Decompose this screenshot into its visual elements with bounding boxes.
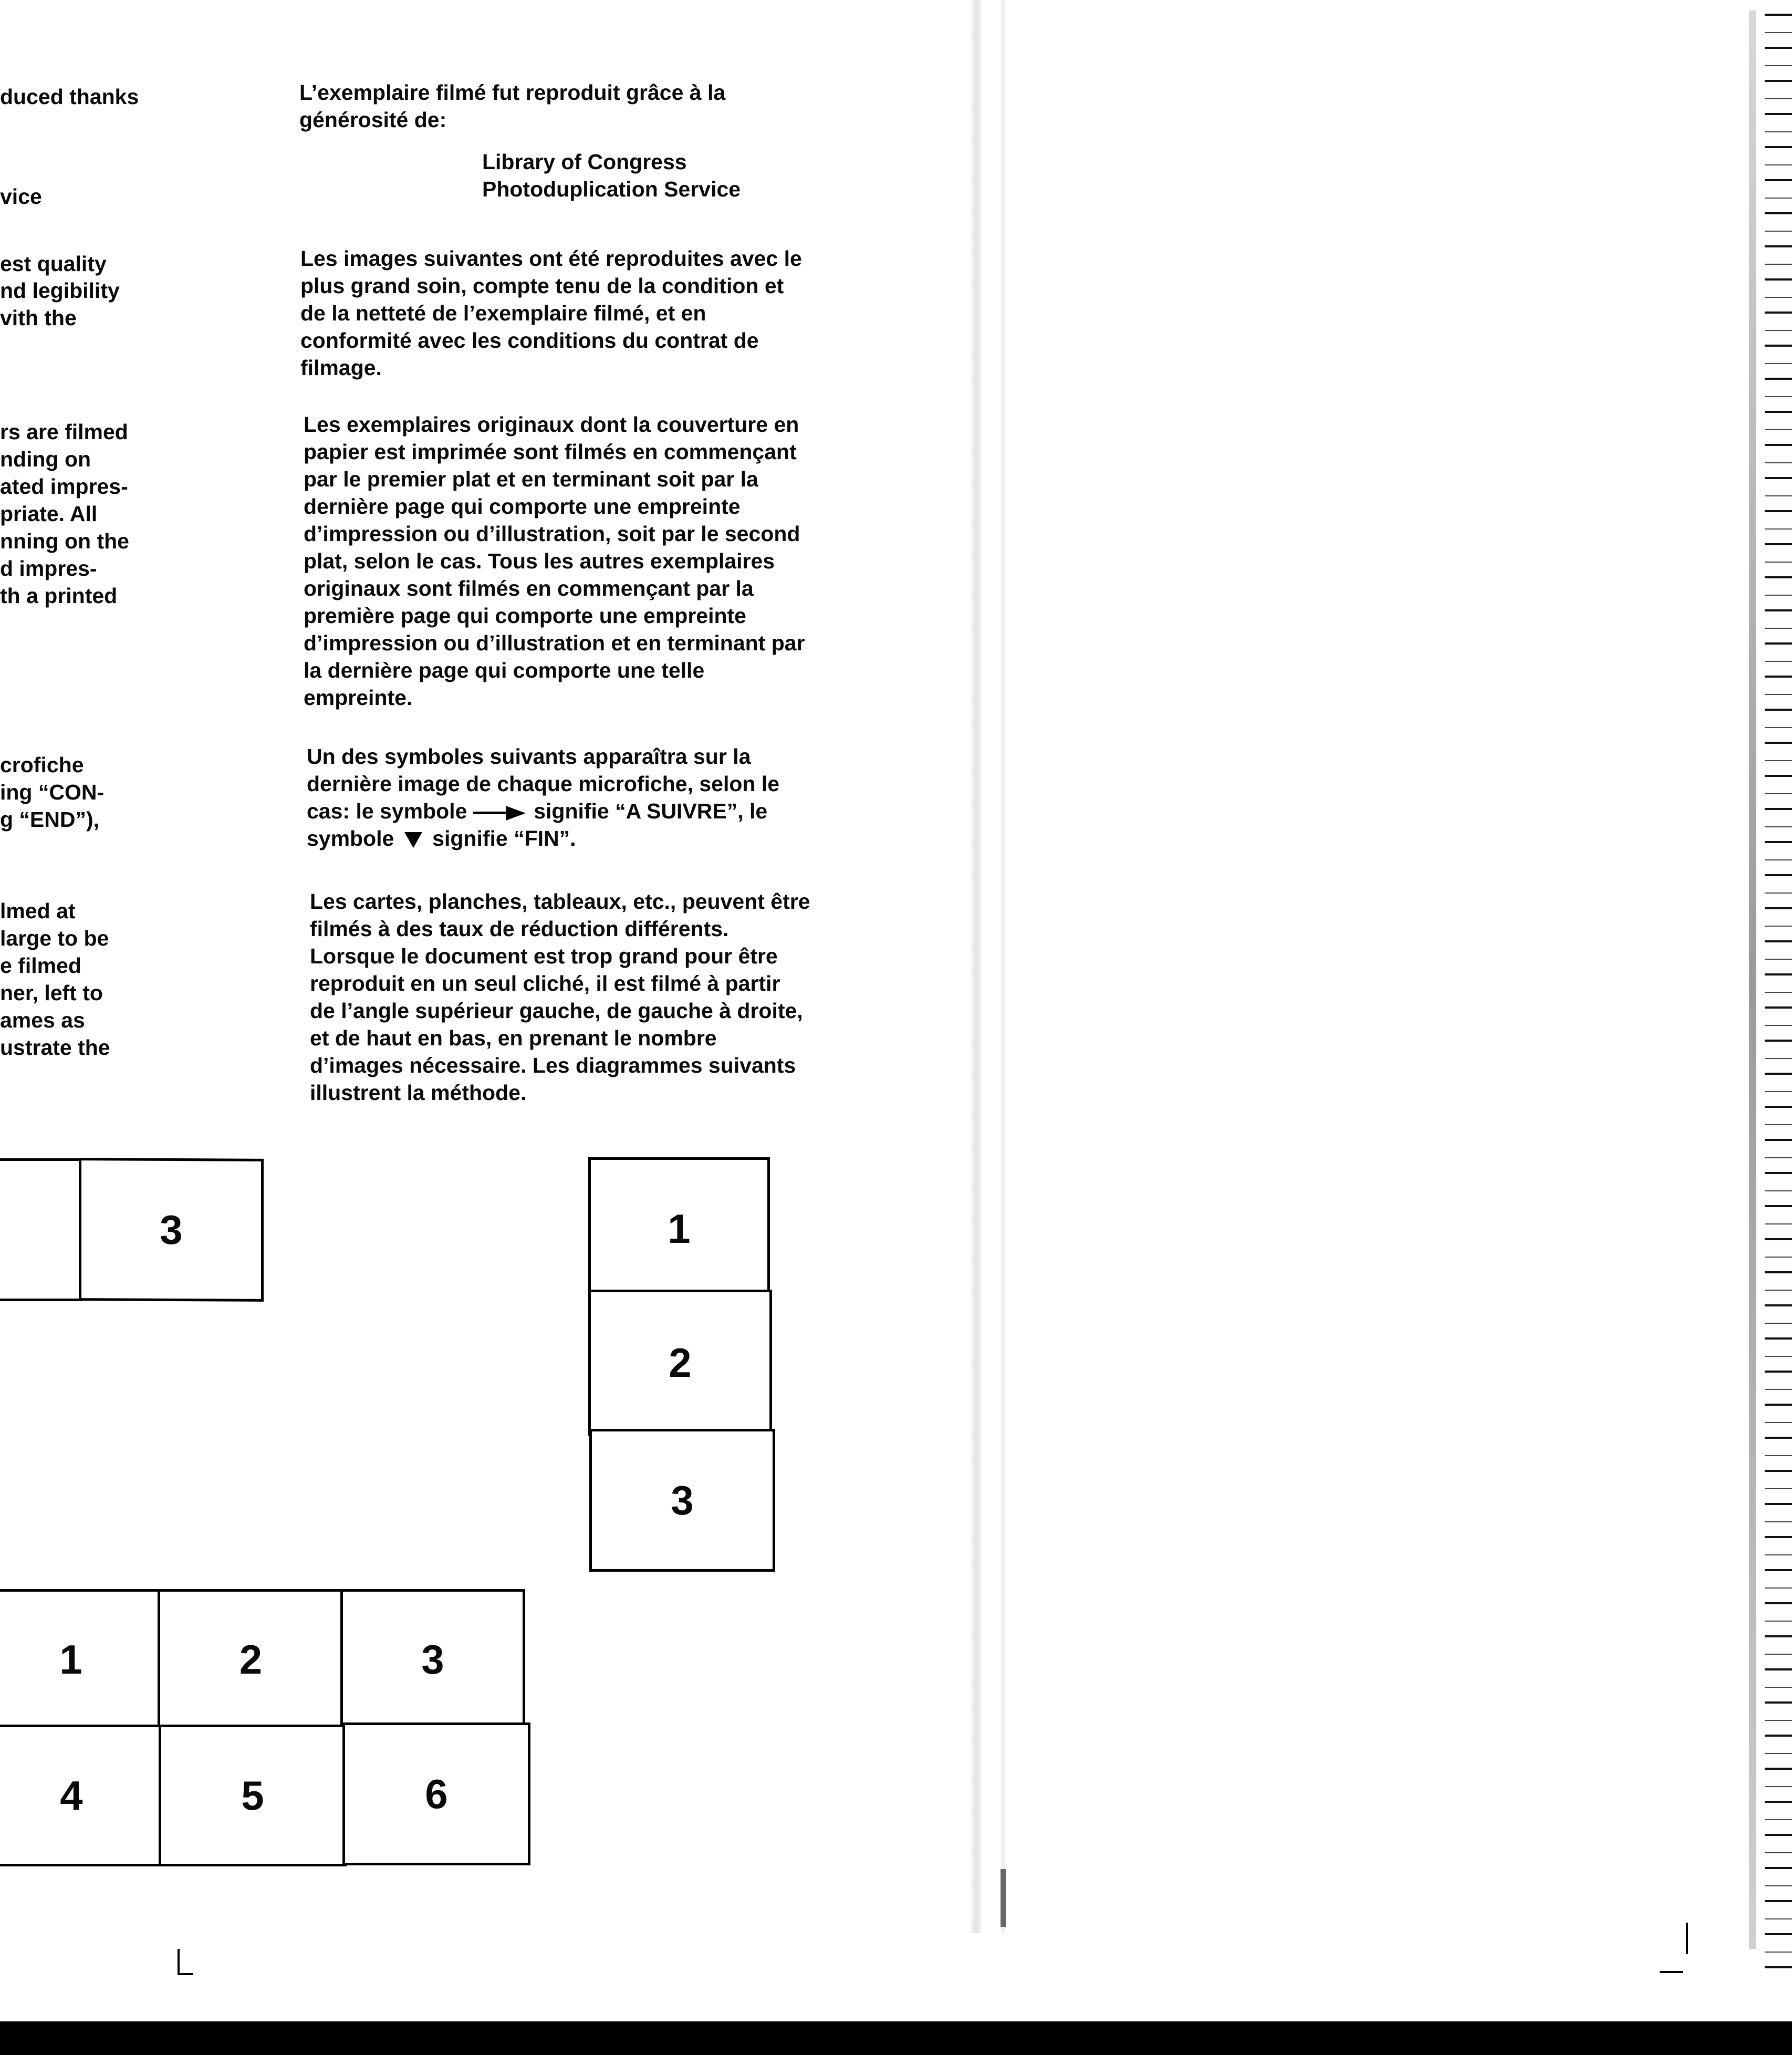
- symbol-text-before-arrow: cas: le symbole: [307, 799, 467, 823]
- left-fragment: est quality: [0, 252, 107, 276]
- diagram-cell: 1: [588, 1157, 770, 1300]
- left-fragment: nding on: [0, 447, 91, 471]
- paragraph-line: d’impression ou d’illustration et en terminant par: [304, 631, 805, 655]
- paragraph-line: dernière page qui comporte une empreinte: [304, 494, 741, 518]
- paragraph-line: la dernière page qui comporte une telle: [304, 658, 705, 682]
- paragraph-line: [307, 825, 576, 852]
- left-fragment: vice: [0, 184, 42, 209]
- symbol-text-after-triangle: signifie “FIN”.: [432, 826, 576, 850]
- corner-mark: [178, 1973, 193, 1975]
- left-fragment: ated impres-: [0, 474, 128, 499]
- paragraph-line: dernière image de chaque microfiche, selon le: [307, 772, 780, 796]
- diagram-cell: 4: [0, 1725, 164, 1866]
- paragraph-line: Les cartes, planches, tableaux, etc., peuvent être: [310, 889, 810, 914]
- paragraph-line: Lorsque le document est trop grand pour être: [310, 944, 778, 968]
- diagram-cell: 2: [588, 1290, 772, 1436]
- paragraph-line: de l’angle supérieur gauche, de gauche à droite,: [310, 999, 803, 1023]
- right-edge-noise: [1765, 0, 1792, 1980]
- paragraph-line: reproduit en un seul cliché, il est filmé à partir: [310, 971, 780, 995]
- diagram-cell: 5: [159, 1725, 347, 1866]
- intro-line: générosité de:: [299, 108, 447, 132]
- corner-mark: [178, 1949, 180, 1974]
- left-fragment: lmed at: [0, 899, 76, 923]
- diagram-cell: 2: [158, 1589, 344, 1730]
- symbol-text-before-triangle: symbole: [307, 826, 394, 850]
- left-fragment: ames as: [0, 1008, 85, 1032]
- diagram-cell: [0, 1158, 83, 1301]
- left-fragment: duced thanks: [0, 85, 139, 109]
- diagram-cell: 1: [0, 1589, 163, 1730]
- paragraph-line: Les exemplaires originaux dont la couverture en: [304, 412, 799, 437]
- left-fragment: large to be: [0, 926, 109, 950]
- corner-mark: [1686, 1923, 1688, 1954]
- left-fragment: vith the: [0, 306, 77, 330]
- paragraph-line: d’images nécessaire. Les diagrammes suivants: [310, 1053, 796, 1077]
- paragraph-line: filmés à des taux de réduction différents.: [310, 917, 729, 941]
- paragraph-line: d’impression ou d’illustration, soit par le second: [304, 522, 800, 546]
- paragraph-line: illustrent la méthode.: [310, 1081, 527, 1105]
- left-fragment: priate. All: [0, 502, 98, 526]
- symbol-text-after-arrow: signifie “A SUIVRE”, le: [534, 799, 768, 823]
- left-fragment: ing “CON-: [0, 780, 105, 804]
- paragraph-line: par le premier plat et en terminant soit par la: [304, 467, 758, 491]
- diagram-cell: 3: [340, 1589, 525, 1730]
- page-fold-line: [1001, 0, 1005, 1933]
- fold-mark: [1001, 1869, 1006, 1927]
- paragraph-line: [307, 797, 767, 825]
- paragraph-line: papier est imprimée sont filmés en commençant: [304, 440, 797, 464]
- paragraph-line: conformité avec les conditions du contrat de: [300, 328, 759, 352]
- paragraph-line: plat, selon le cas. Tous les autres exemplaires: [304, 549, 775, 573]
- left-fragment: nd legibility: [0, 278, 120, 303]
- library-name: Library of Congress: [482, 150, 687, 174]
- left-fragment: rs are filmed: [0, 420, 128, 444]
- paragraph-line: plus grand soin, compte tenu de la condition et: [300, 274, 784, 298]
- diagram-cell: 6: [342, 1722, 530, 1865]
- library-service: Photoduplication Service: [482, 177, 741, 201]
- paragraph-line: et de haut en bas, en prenant le nombre: [310, 1026, 717, 1050]
- paragraph-line: première page qui comporte une empreinte: [304, 604, 746, 628]
- corner-mark: [1660, 1971, 1683, 1973]
- paragraph-line: de la netteté de l’exemplaire filmé, et en: [300, 301, 706, 325]
- right-edge-shadow: [1749, 11, 1756, 1949]
- left-fragment: e filmed: [0, 953, 81, 978]
- left-fragment: th a printed: [0, 584, 118, 608]
- film-bottom-border: [0, 2021, 1792, 2055]
- paragraph-line: Les images suivantes ont été reproduites avec le: [300, 246, 802, 271]
- paragraph-line: Un des symboles suivants apparaîtra sur la: [307, 744, 751, 769]
- left-fragment: crofiche: [0, 753, 84, 777]
- left-fragment: nning on the: [0, 529, 129, 553]
- paragraph-line: originaux sont filmés en commençant par la: [304, 576, 754, 600]
- left-fragment: g “END”),: [0, 807, 100, 832]
- intro-line: L’exemplaire filmé fut reproduit grâce à la: [299, 80, 726, 105]
- down-triangle-icon: [404, 832, 422, 848]
- diagram-cell: 3: [589, 1429, 775, 1572]
- diagram-cell: 3: [79, 1158, 264, 1302]
- paragraph-line: filmage.: [300, 356, 382, 380]
- left-fragment: d impres-: [0, 556, 97, 580]
- paragraph-line: empreinte.: [304, 686, 413, 710]
- page-fold-shadow: [969, 0, 982, 1933]
- left-fragment: ustrate the: [0, 1035, 110, 1060]
- left-fragment: ner, left to: [0, 981, 103, 1005]
- right-arrow-icon: [473, 805, 528, 821]
